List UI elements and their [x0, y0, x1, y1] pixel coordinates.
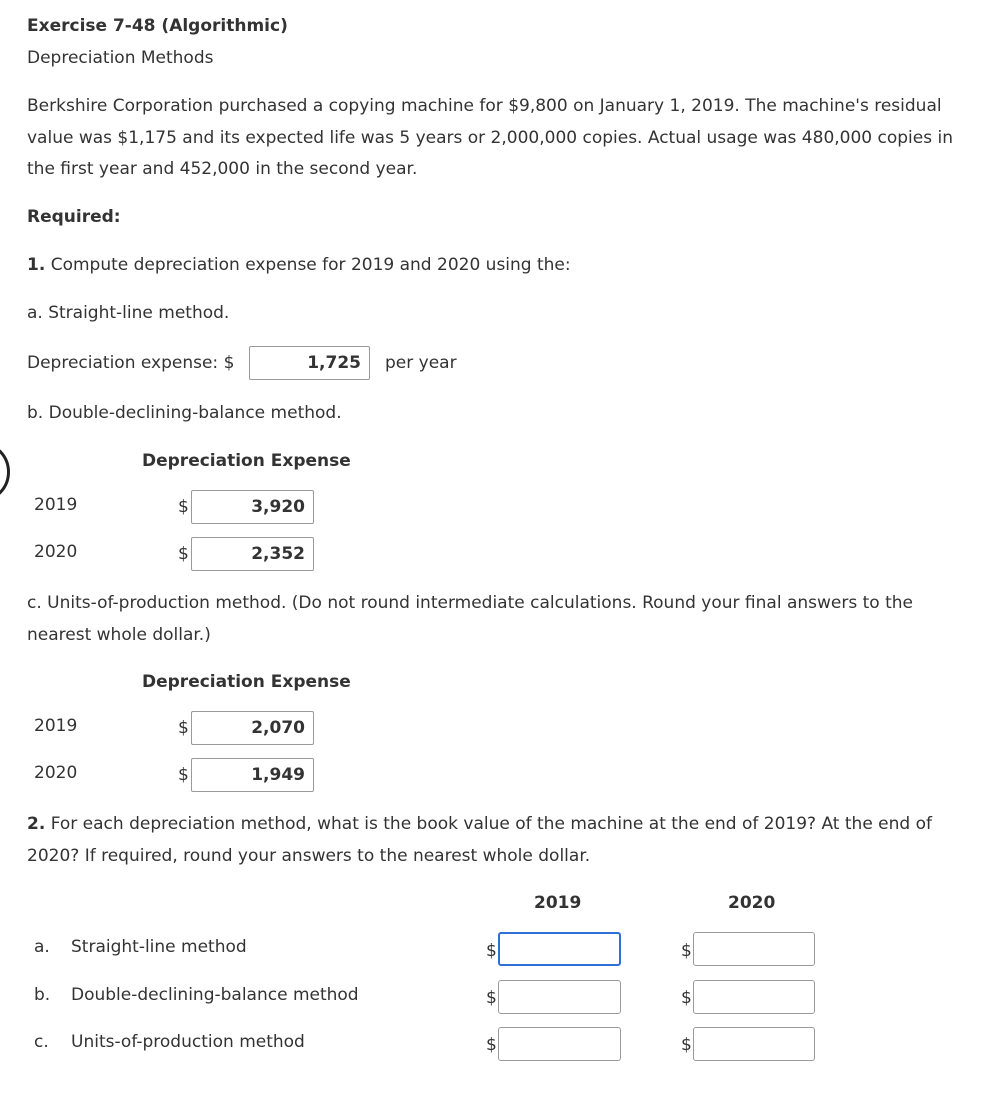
- question-1: [27, 255, 571, 275]
- depreciation-expense-label: Depreciation expense: $: [27, 353, 235, 373]
- book-row-b-letter: b.: [34, 985, 51, 1005]
- uop-year-2020: 2020: [34, 763, 78, 783]
- part-b-label: b. Double-declining-balance method.: [27, 403, 342, 423]
- uop-2019-input[interactable]: [191, 711, 314, 745]
- part-c-label: c. Units-of-production method. (Do not round intermediate calculations. Round your final answers to the nearest whole dollar.): [27, 593, 913, 645]
- required-label: Required:: [27, 207, 121, 227]
- question-1-text: Compute depreciation expense for 2019 and 2020 using the:: [50, 255, 571, 275]
- book-b-2019-currency: $: [486, 988, 497, 1008]
- question-2-text: For each depreciation method, what is the book value of the machine at the end of 2019? At the end of 2020? If required, round your answers to the nearest whole dollar.: [27, 814, 932, 866]
- part-a-label: a. Straight-line method.: [27, 303, 230, 323]
- exercise-subtitle: Depreciation Methods: [27, 48, 214, 68]
- ddb-year-2020: 2020: [34, 542, 78, 562]
- uop-2020-currency: $: [178, 765, 189, 785]
- book-a-2019-currency: $: [486, 941, 497, 961]
- book-value-header-2020: 2020: [728, 893, 776, 913]
- book-row-b-label: Double-declining-balance method: [71, 985, 359, 1005]
- book-ddb-2020-input[interactable]: [693, 980, 815, 1014]
- exercise-title: Exercise 7-48 (Algorithmic): [27, 16, 288, 36]
- book-ddb-2019-input[interactable]: [498, 980, 621, 1014]
- book-row-a-letter: a.: [34, 937, 50, 957]
- book-row-c-label: Units-of-production method: [71, 1032, 305, 1052]
- book-b-2020-currency: $: [681, 988, 692, 1008]
- book-uop-2019-input[interactable]: [498, 1027, 621, 1061]
- problem-text: Berkshire Corporation purchased a copying machine for $9,800 on January 1, 2019. The machine's residual value was $1,175 and its expected life was 5 years or 2,000,000 copies. Actual usage was 480,000 copies in the first year and 452,000 in the second year.: [27, 96, 953, 179]
- uop-column-header: Depreciation Expense: [142, 672, 351, 692]
- book-c-2020-currency: $: [681, 1035, 692, 1055]
- ddb-2019-input[interactable]: [191, 490, 314, 524]
- ddb-column-header: Depreciation Expense: [142, 451, 351, 471]
- per-year-label: per year: [385, 353, 457, 373]
- book-value-header-2019: 2019: [534, 893, 582, 913]
- ddb-2020-input[interactable]: [191, 537, 314, 571]
- question-2: [27, 809, 982, 872]
- ddb-2019-currency: $: [178, 497, 189, 517]
- focus-ring-indicator: [0, 441, 10, 503]
- book-straight-line-2020-input[interactable]: [693, 932, 815, 966]
- question-2-number: 2.: [27, 814, 46, 834]
- uop-year-2019: 2019: [34, 716, 78, 736]
- ddb-2020-currency: $: [178, 544, 189, 564]
- book-row-a-label: Straight-line method: [71, 937, 247, 957]
- question-1-number: 1.: [27, 255, 46, 275]
- straight-line-expense-input[interactable]: [249, 346, 370, 380]
- book-row-c-letter: c.: [34, 1032, 49, 1052]
- book-c-2019-currency: $: [486, 1035, 497, 1055]
- book-uop-2020-input[interactable]: [693, 1027, 815, 1061]
- book-a-2020-currency: $: [681, 941, 692, 961]
- ddb-year-2019: 2019: [34, 495, 78, 515]
- uop-2019-currency: $: [178, 718, 189, 738]
- uop-2020-input[interactable]: [191, 758, 314, 792]
- book-straight-line-2019-input[interactable]: [498, 932, 621, 966]
